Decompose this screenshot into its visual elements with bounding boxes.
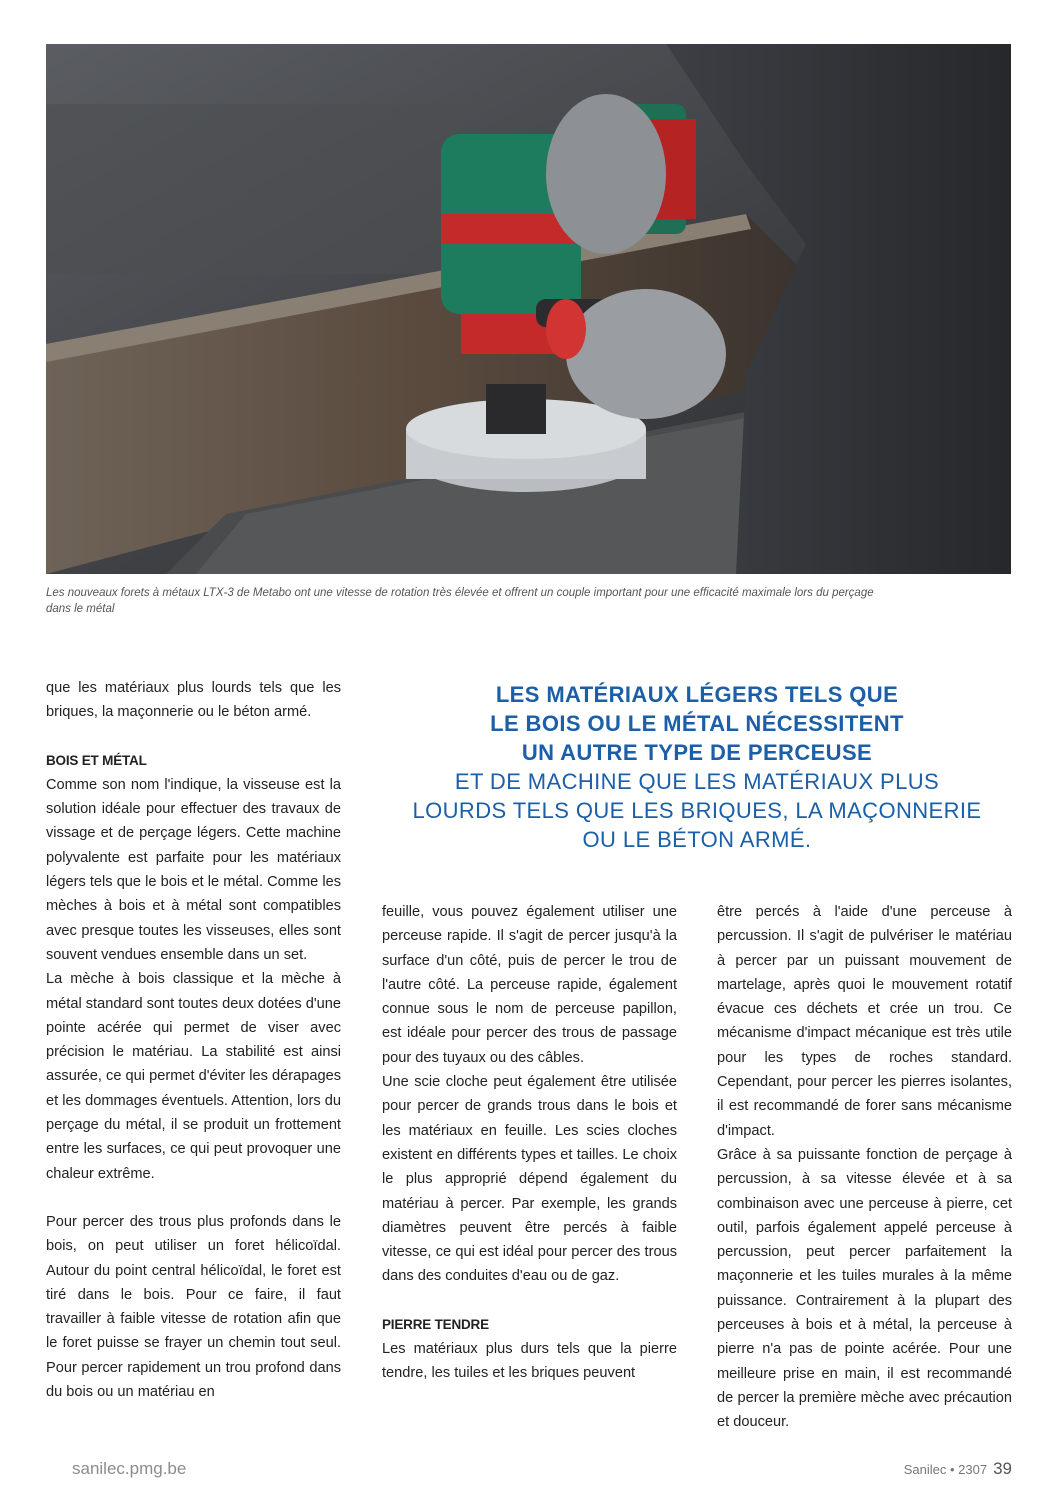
column-2 [382, 900, 677, 1386]
pull-quote [382, 680, 1012, 854]
pull-quote-line: UN AUTRE TYPE DE PERCEUSE [521, 740, 873, 765]
pull-quote-line: LOURDS TELS QUE LES BRIQUES, LA MAÇONNERIE [412, 798, 982, 823]
column-3 [717, 900, 1012, 1435]
paragraph: La mèche à bois classique et la mèche à métal standard sont toutes deux dotées d'une pointe acérée qui permet de viser avec précision le matériau. La stabilité est ainsi assurée, ce qui permet d'éviter les dérapages et les dommages éventuels. Attention, lors du perçage du métal, il se produit un frottement entre les surfaces, ce qui peut provoquer une chaleur extrême. [46, 971, 341, 1182]
paragraph: Une scie cloche peut également être utilisée pour percer de grands trous dans le bois et les matériaux en feuille. Les scies cloches existent en différents types et tailles. Le choix le plus approprié dépend également du matériau à percer. Par exemple, les grands diamètres peuvent être percés à faible vitesse, ce qui est idéal pour percer des trous dans des conduites d'eau ou de gaz. [382, 1074, 677, 1285]
page-number: 39 [993, 1459, 1012, 1478]
section-heading-bois-metal: BOIS ET MÉTAL [46, 752, 147, 768]
paragraph: Pour percer des trous plus profonds dans le bois, on peut utiliser un foret hélicoïdal. Autour du point central hélicoïdal, le foret est tiré dans le bois. Pour ce faire, il faut travailler à faible vitesse de rotation afin que le foret puisse se frayer un chemin tout seul. Pour percer rapidement un trou profond dans du bois ou un matériau en [46, 1213, 341, 1401]
column-1 [46, 676, 341, 1404]
pull-quote-line: OU LE BÉTON ARMÉ. [582, 827, 812, 852]
intro-paragraph: que les matériaux plus lourds tels que les briques, la maçonnerie ou le béton armé. [46, 680, 341, 721]
pull-quote-line: LE BOIS OU LE MÉTAL NÉCESSITENT [490, 711, 904, 736]
footer-website-link[interactable]: sanilec.pmg.be [72, 1459, 187, 1478]
paragraph: être percés à l'aide d'une perceuse à percussion. Il s'agit de pulvériser le matériau à percer par un puissant mouvement de martelage, après quoi le mouvement rotatif évacue ces déchets et crée un trou. Ce mécanisme d'impact mécanique est très utile pour les types de roches standard. Cependant, pour percer les pierres isolantes, il est recommandé de forer sans mécanisme d'impact. [717, 904, 1012, 1139]
hero-photo [46, 44, 1011, 574]
photo-caption: Les nouveaux forets à métaux LTX-3 de Metabo ont une vitesse de rotation très élevée et offrent un couple important pour une efficacité maximale lors du perçage dans le métal [46, 587, 874, 615]
paragraph: feuille, vous pouvez également utiliser une perceuse rapide. Il s'agit de percer jusqu'à la surface d'un côté, puis de percer le trou de l'autre côté. La perceuse rapide, également connue sous le nom de perceuse papillon, est idéale pour percer des trous de passage pour des tuyaux ou des câbles. [382, 904, 677, 1066]
paragraph: Les matériaux plus durs tels que la pierre tendre, les tuiles et les briques peuvent [382, 1341, 677, 1382]
footer-issue [904, 1459, 1012, 1479]
pull-quote-line: LES MATÉRIAUX LÉGERS TELS QUE [495, 682, 899, 707]
paragraph: Comme son nom l'indique, la visseuse est la solution idéale pour effectuer des travaux de vissage et de perçage légers. Cette machine polyvalente est parfaite pour les matériaux légers tels que le bois et le métal. Comme les mèches à bois et à métal sont compatibles avec presque toutes les visseuses, elles sont souvent vendues ensemble dans un set. [46, 776, 341, 963]
issue-label: Sanilec • 2307 [903, 1462, 988, 1477]
pull-quote-line: ET DE MACHINE QUE LES MATÉRIAUX PLUS [454, 769, 940, 794]
paragraph: Grâce à sa puissante fonction de perçage à percussion, à sa vitesse élevée et à sa combinaison avec une perceuse à pierre, cet outil, parfois également appelé perceuse à percussion, peut percer parfaitement la maçonnerie et les tuiles murales à la même puissance. Contrairement à la plupart des perceuses à bois et à métal, la perceuse à pierre n'a pas de pointe acérée. Pour une meilleure prise en main, il est recommandé de percer la première mèche avec précaution et douceur. [717, 1146, 1012, 1431]
drill-photo-illustration [46, 44, 1011, 574]
section-heading-pierre-tendre: PIERRE TENDRE [382, 1316, 489, 1332]
